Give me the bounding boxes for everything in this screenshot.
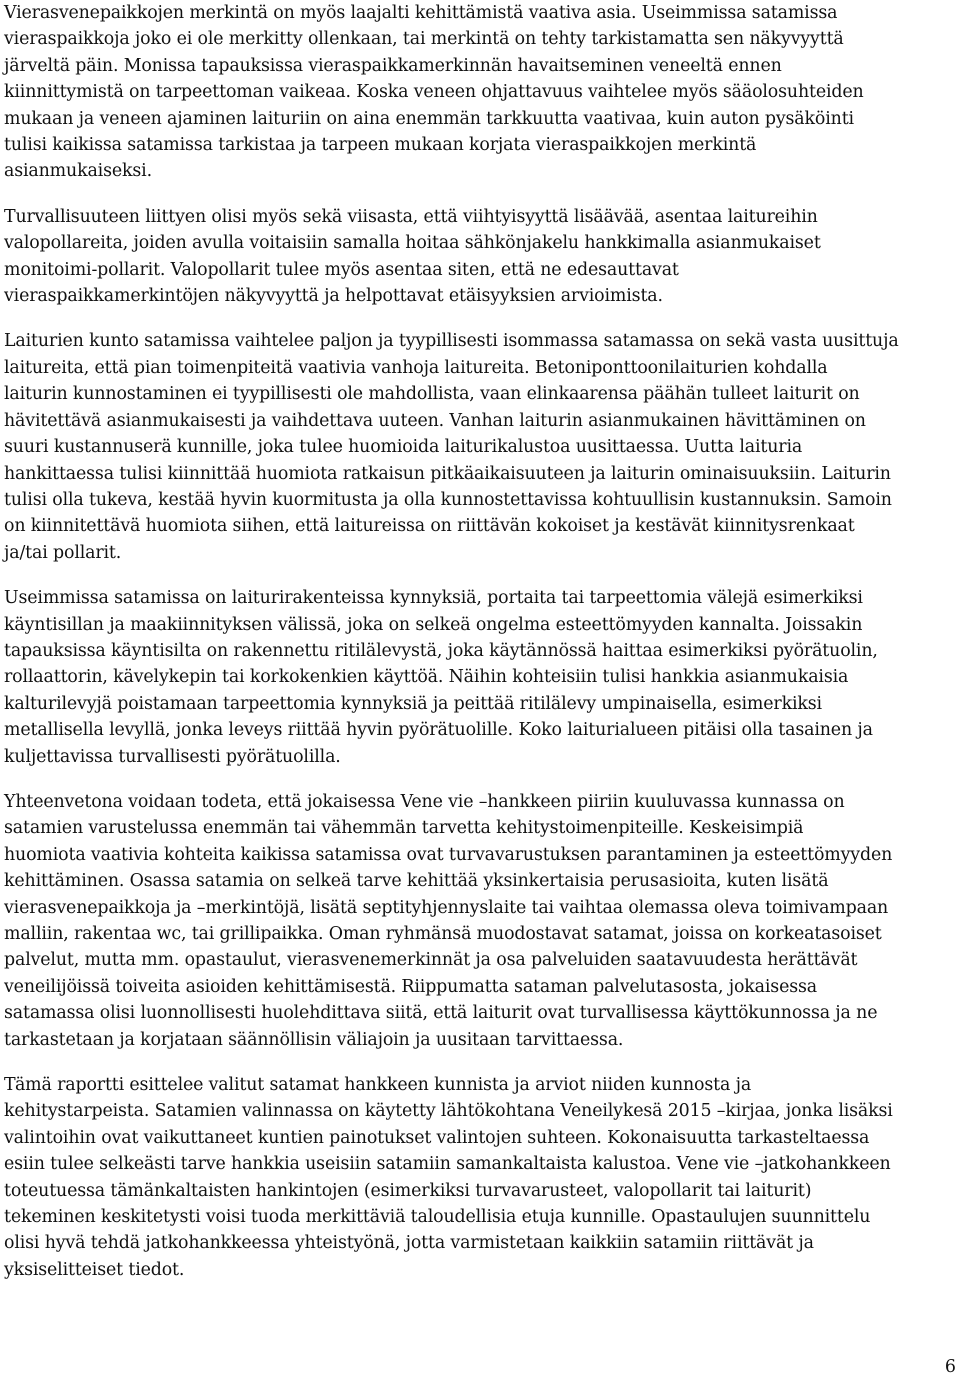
body-text <box>4 0 956 1302</box>
paragraph-summary: Yhteenvetona voidaan todeta, että jokaisessa Vene vie –hankkeen piiriin kuuluvassa kunnassa on satamien varustelussa enemmän tai vähemmän tarvetta kehitystoimenpiteille. Keskeisimpiä huomiota vaativia kohteita kaikissa satamissa ovat turvavarustuksen parantaminen ja esteettömyyden kehittäminen. Osassa satamia on selkeä tarve kehittää yksinkertaisia perusasioita, kuten lisätä vierasvenepaikkoja ja –merkintöjä, lisätä septityhjennyslaite tai vaihtaa olemassa oleva toimivampaan malliin, rakentaa wc, tai grillipaikka. Oman ryhmänsä muodostavat satamat, joissa on korkeatasoiset palvelut, mutta mm. opastaulut, vierasvenemerkinnät ja osa palveluiden saatavuudesta herättävät veneilijöissä toiveita asioiden kehittämisestä. Riippumatta sataman palvelutasosta, jokaisessa satamassa olisi luonnollisesti huolehdittava siitä, että laiturit ovat turvallisessa käyttökunnossa ja ne tarkastetaan ja korjataan säännöllisin väliajoin ja uusitaan tarvittaessa. <box>4 791 893 1050</box>
paragraph-guest-berth-markings: Vierasvenepaikkojen merkintä on myös laajalti kehittämistä vaativa asia. Useimmissa satamissa vieraspaikkoja joko ei ole merkitty ollenkaan, tai merkintä on tehty tarkistamatta sen näkyvyyttä järveltä päin. Monissa tapauksissa vieraspaikkamerkinnän havaitseminen veneeltä ennen kiinnittymistä on tarpeettoman vaikeaa. Koska veneen ohjattavuus vaihtelee myös sääolosuhteiden mukaan ja veneen ajaminen laituriin on aina enemmän tarkkuutta vaativaa, kuin auton pysäköinti tulisi kaikissa satamissa tarkistaa ja tarpeen mukaan korjata vieraspaikkojen merkintä asianmukaiseksi. <box>4 3 864 182</box>
paragraph-pier-condition: Laiturien kunto satamissa vaihtelee paljon ja tyypillisesti isommassa satamassa on sekä vasta uusittuja laitureita, että pian toimenpiteitä vaativia vanhoja laitureita. Betoniponttoonilaiturien kohdalla laiturin kunnostaminen ei tyypillisesti ole mahdollista, vaan elinkaarensa päähän tulleet laiturit on hävitettävä asianmukaisesti ja vaihdettava uuteen. Vanhan laiturin asianmukainen hävittäminen on suuri kustannuserä kunnille, joka tulee huomioida laiturikalustoa uusittaessa. Uutta laituria hankittaessa tulisi kiinnittää huomiota ratkaisun pitkäaikaisuuteen ja laiturin ominaisuuksiin. Laiturin tulisi olla tukeva, kestää hyvin kuormitusta ja olla kunnostettavissa kohtuullisin kustannuksin. Samoin on kiinnitettävä huomiota siihen, että laitureissa on riittävän kokoiset ja kestävät kiinnitysrenkaat ja/tai pollarit. <box>4 331 899 563</box>
paragraph-accessibility: Useimmissa satamissa on laiturirakenteissa kynnyksiä, portaita tai tarpeettomia välejä esimerkiksi käyntisillan ja maakiinnityksen välissä, joka on selkeä ongelma esteettömyyden kannalta. Joissakin tapauksissa käyntisilta on rakennettu ritilälevystä, joka käytännössä haittaa esimerkiksi pyörätuolin, rollaattorin, kävelykepin tai korkokenkien käyttöä. Näihin kohteisiin tulisi hankkia asianmukaisia kalturilevyjä poistamaan tarpeettomia kynnyksiä ja peittää ritilälevy umpinaisella, esimerkiksi metallisella levyllä, jonka leveys riittää hyvin pyörätuolille. Koko laiturialueen pitäisi olla tasainen ja kuljettavissa turvallisesti pyörätuolilla. <box>4 588 878 767</box>
paragraph-light-bollards: Turvallisuuteen liittyen olisi myös sekä viisasta, että viihtyisyyttä lisäävää, asentaa laitureihin valopollareita, joiden avulla voitaisiin samalla hoitaa sähkönjakelu hankkimalla asianmukaiset monitoimi-pollarit. Valopollarit tulee myös asentaa siten, että ne edesauttavat vieraspaikkamerkintöjen näkyvyyttä ja helpottavat etäisyyksien arvioimista. <box>4 206 821 307</box>
paragraph-report-intro: Tämä raportti esittelee valitut satamat hankkeen kunnista ja arviot niiden kunnosta ja kehitystarpeista. Satamien valinnassa on käytetty lähtökohtana Veneilykesä 2015 –kirjaa, jonka lisäksi valintoihin ovat vaikuttaneet kuntien painotukset valintojen suhteen. Kokonaisuutta tarkasteltaessa esiin tulee selkeästi tarve hankkia useisiin satamiin samankaltaista kalustoa. Vene vie –jatkohankkeen toteutuessa tämänkaltaisten hankintojen (esimerkiksi turvavarusteet, valopollarit tai laiturit) tekeminen keskitetysti voisi tuoda merkittäviä taloudellisia etuja kunnille. Opastaulujen suunnittelu olisi hyvä tehdä jatkohankkeessa yhteistyönä, jotta varmistetaan kaikkiin satamiin riittävät ja yksiselitteiset tiedot. <box>4 1075 893 1280</box>
page-number: 6 <box>944 1357 956 1377</box>
